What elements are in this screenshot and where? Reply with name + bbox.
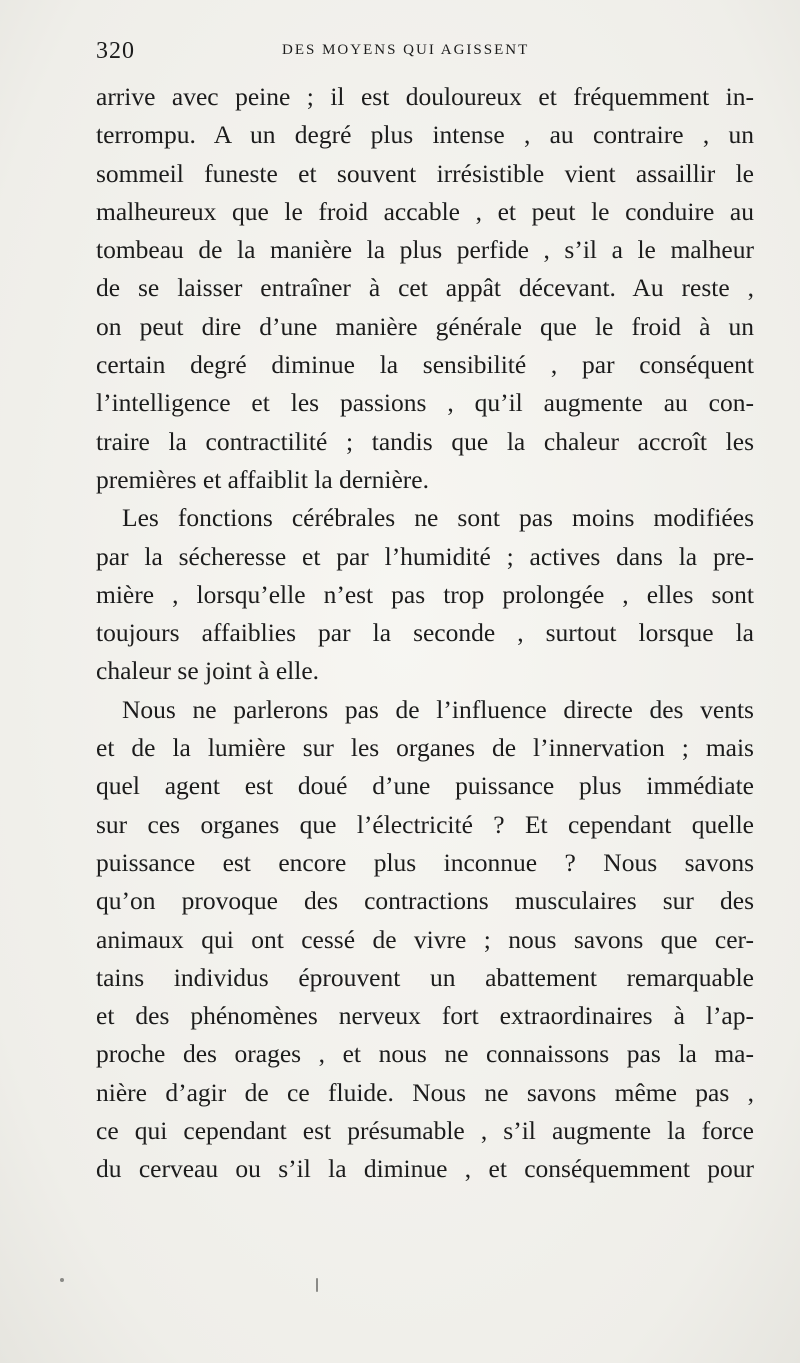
text-line: Les fonctions cérébrales ne sont pas moins modifiées bbox=[122, 503, 754, 533]
paper-speck bbox=[60, 1278, 64, 1282]
text-line: l’intelligence et les passions , qu’il augmente au con- bbox=[96, 388, 754, 418]
text-line: et des phénomènes nerveux fort extraordinaires à l’ap- bbox=[96, 1001, 754, 1031]
text-line: tains individus éprouvent un abattement remarquable bbox=[96, 962, 754, 992]
text-line: toujours affaiblies par la seconde , surtout lorsque la bbox=[96, 618, 754, 648]
text-line: on peut dire d’une manière générale que le froid à un bbox=[96, 311, 754, 341]
text-line: sur ces organes que l’électricité ? Et cependant quelle bbox=[96, 809, 754, 839]
text-line: certain degré diminue la sensibilité , par conséquent bbox=[96, 350, 754, 380]
text-line: premières et affaiblit la dernière. bbox=[96, 464, 429, 494]
text-line: animaux qui ont cessé de vivre ; nous savons que cer- bbox=[96, 924, 754, 954]
text-line: de se laisser entraîner à cet appât décevant. Au reste , bbox=[96, 273, 754, 303]
text-line: nière d’agir de ce fluide. Nous ne savons même pas , bbox=[96, 1077, 754, 1107]
paragraph bbox=[96, 78, 754, 499]
text-line: terrompu. A un degré plus intense , au contraire , un bbox=[96, 120, 754, 150]
text-line: puissance est encore plus inconnue ? Nous savons bbox=[96, 847, 754, 877]
paragraph bbox=[96, 499, 754, 690]
text-line: et de la lumière sur les organes de l’innervation ; mais bbox=[96, 733, 754, 763]
text-line: proche des orages , et nous ne connaissons pas la ma- bbox=[96, 1039, 754, 1069]
running-title: DES MOYENS QUI AGISSENT bbox=[282, 42, 530, 58]
text-line: du cerveau ou s’il la diminue , et conséquemment pour bbox=[96, 1154, 754, 1184]
page-number: 320 bbox=[96, 38, 135, 64]
text-line: traire la contractilité ; tandis que la chaleur accroît les bbox=[96, 426, 754, 456]
text-line: mière , lorsqu’elle n’est pas trop prolongée , elles sont bbox=[96, 579, 754, 609]
text-line: sommeil funeste et souvent irrésistible vient assaillir le bbox=[96, 158, 754, 188]
paragraph bbox=[96, 691, 754, 1189]
text-line: par la sécheresse et par l’humidité ; actives dans la pre- bbox=[96, 541, 754, 571]
text-line: ce qui cependant est présumable , s’il augmente la force bbox=[96, 1116, 754, 1146]
body-text bbox=[96, 78, 754, 1189]
text-line: malheureux que le froid accable , et peut le conduire au bbox=[96, 196, 754, 226]
text-line: qu’on provoque des contractions musculaires sur des bbox=[96, 886, 754, 916]
text-line: Nous ne parlerons pas de l’influence directe des vents bbox=[122, 694, 754, 724]
text-line: tombeau de la manière la plus perfide , s’il a le malheur bbox=[96, 235, 754, 265]
text-line: quel agent est doué d’une puissance plus immédiate bbox=[96, 771, 754, 801]
running-head bbox=[96, 38, 756, 68]
text-line: arrive avec peine ; il est douloureux et fréquemment in- bbox=[96, 82, 754, 111]
text-line: chaleur se joint à elle. bbox=[96, 656, 320, 686]
paper-speck bbox=[316, 1278, 318, 1292]
